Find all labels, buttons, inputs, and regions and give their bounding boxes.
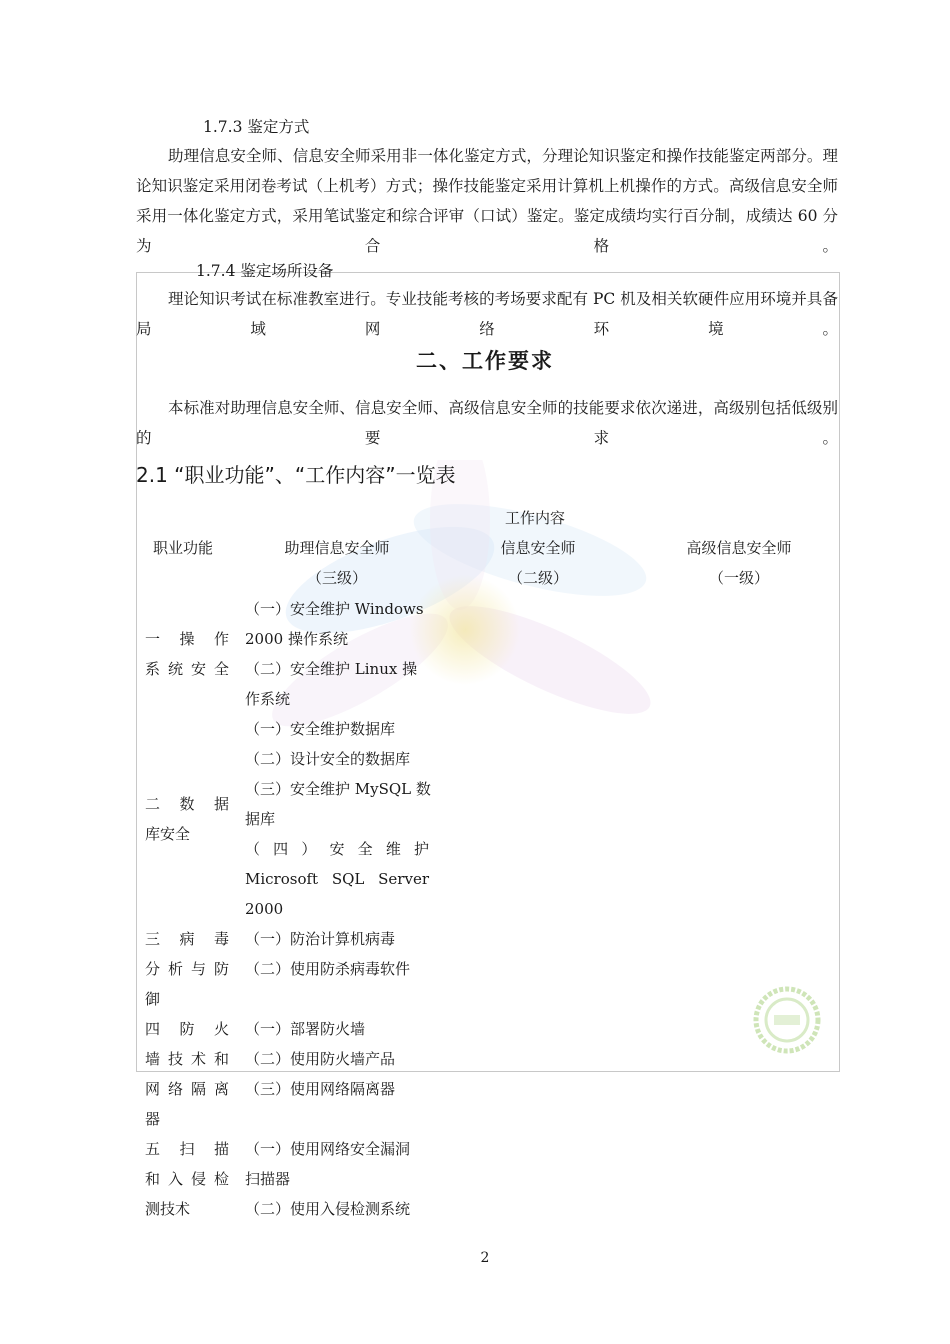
function-1-line-1: 一 操 作 bbox=[145, 630, 229, 648]
f3-item-line-2: （二）使用防杀病毒软件 bbox=[245, 960, 411, 978]
f1-item-line-4: 作系统 bbox=[245, 690, 291, 708]
function-4-line-1: 四 防 火 bbox=[145, 1020, 229, 1038]
f5-item-line-2: 扫描器 bbox=[245, 1170, 291, 1188]
function-4-line-4: 器 bbox=[145, 1110, 161, 1128]
f2-item-line-4: 据库 bbox=[245, 810, 276, 828]
function-2-line-1: 二 数 据 bbox=[145, 795, 229, 813]
f4-item-line-1: （一）部署防火墙 bbox=[245, 1020, 366, 1038]
function-5-line-2: 和 入 侵 检 bbox=[145, 1170, 229, 1188]
function-3-line-3: 御 bbox=[145, 990, 161, 1008]
section-heading-1-7-3: 1.7.3 鉴定方式 bbox=[203, 118, 310, 136]
function-3-line-2: 分 析 与 防 bbox=[145, 960, 229, 978]
table-header-work-content: 工作内容 bbox=[505, 509, 566, 527]
f3-item-line-1: （一）防治计算机病毒 bbox=[245, 930, 396, 948]
chapter-title: 二、工作要求 bbox=[416, 349, 554, 373]
function-3-line-1: 三 病 毒 bbox=[145, 930, 229, 948]
f2-item-line-2: （二）设计安全的数据库 bbox=[245, 750, 411, 768]
text-frame-border bbox=[136, 272, 840, 1072]
f1-item-line-3: （二）安全维护 Linux 操 bbox=[245, 660, 418, 678]
function-2-line-2: 库安全 bbox=[145, 825, 191, 843]
f2-item-line-1: （一）安全维护数据库 bbox=[245, 720, 396, 738]
function-4-line-2: 墙 技 术 和 bbox=[145, 1050, 229, 1068]
section-body-1-7-4: 理论知识考试在标准教室进行。专业技能考核的考场要求配有 PC 机及相关软硬件应用环境并具备局域网络环境。 bbox=[136, 290, 838, 338]
level-grade-1: （三级） bbox=[306, 569, 367, 587]
level-grade-3: （一级） bbox=[708, 569, 769, 587]
f4-item-line-2: （二）使用防火墙产品 bbox=[245, 1050, 396, 1068]
f1-item-line-1: （一）安全维护 Windows bbox=[245, 600, 424, 618]
f2-item-line-3: （三）安全维护 MySQL 数 bbox=[245, 780, 431, 798]
function-5-line-3: 测技术 bbox=[145, 1200, 191, 1218]
chapter-body: 本标准对助理信息安全师、信息安全师、高级信息安全师的技能要求依次递进，高级别包括低级别的要求。 bbox=[136, 399, 838, 447]
f5-item-line-1: （一）使用网络安全漏洞 bbox=[245, 1140, 411, 1158]
section-heading-2-1: 2.1 “职业功能”、“工作内容”一览表 bbox=[136, 463, 456, 487]
level-name-1: 助理信息安全师 bbox=[284, 539, 390, 557]
f2-item-line-5: （ 四 ） 安 全 维 护 bbox=[245, 840, 429, 858]
function-1-line-2: 系统安全 bbox=[145, 660, 229, 678]
function-5-line-1: 五 扫 描 bbox=[145, 1140, 229, 1158]
f4-item-line-3: （三）使用网络隔离器 bbox=[245, 1080, 396, 1098]
level-name-3: 高级信息安全师 bbox=[686, 539, 792, 557]
f2-item-line-7: 2000 bbox=[245, 900, 284, 918]
page-number: 2 bbox=[480, 1250, 490, 1266]
table-header-function: 职业功能 bbox=[153, 539, 214, 557]
section-heading-1-7-4: 1.7.4 鉴定场所设备 bbox=[196, 262, 334, 280]
f2-item-line-6: Microsoft SQL Server bbox=[245, 870, 429, 888]
f1-item-line-2: 2000 操作系统 bbox=[245, 630, 348, 648]
function-4-line-3: 网 络 隔 离 bbox=[145, 1080, 229, 1098]
level-name-2: 信息安全师 bbox=[500, 539, 576, 557]
section-body-1-7-3: 助理信息安全师、信息安全师采用非一体化鉴定方式，分理论知识鉴定和操作技能鉴定两部分。理论知识鉴定采用闭卷考试（上机考）方式；操作技能鉴定采用计算机上机操作的方式。高级信息安全师采用一体化鉴定方式，采用笔试鉴定和综合评审（口试）鉴定。鉴定成绩均实行百分制，成绩达 60 分为合格。 bbox=[136, 147, 838, 255]
level-grade-2: （二级） bbox=[507, 569, 568, 587]
f5-item-line-3: （二）使用入侵检测系统 bbox=[245, 1200, 411, 1218]
